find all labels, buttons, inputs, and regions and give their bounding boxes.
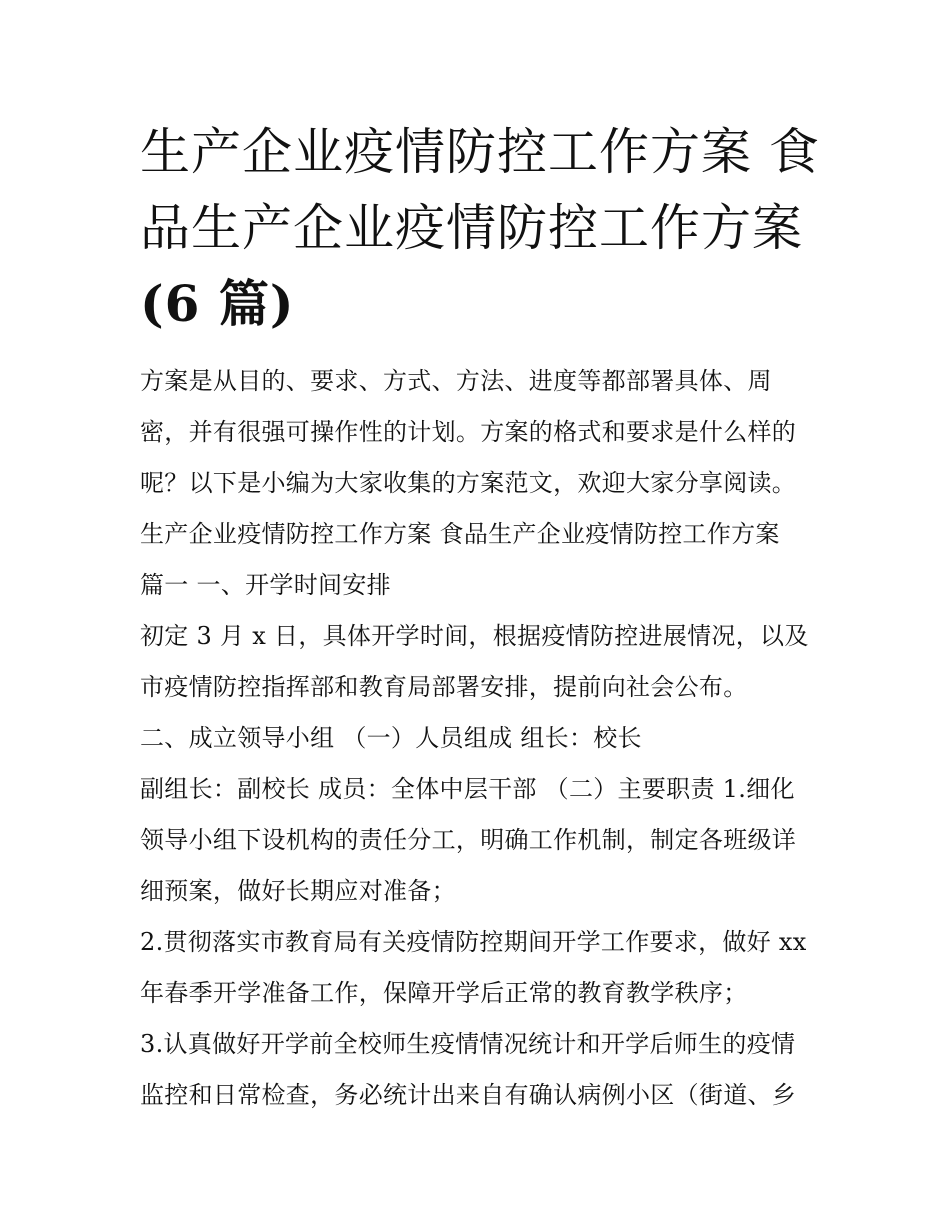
title-line: 品生产企业疫情防控工作方案	[140, 199, 803, 257]
body-line: 密，并有很强可操作性的计划。方案的格式和要求是什么样的	[140, 418, 797, 446]
body-line: 副组长：副校长 成员：全体中层干部 （二）主要职责 1.细化	[140, 775, 795, 803]
body-line: 篇一 一、开学时间安排	[140, 571, 391, 599]
title-line: (6 篇)	[140, 274, 295, 333]
title-line: 生产企业疫情防控工作方案 食	[140, 123, 820, 181]
body-line: 3.认真做好开学前全校师生疫情情况统计和开学后师生的疫情	[140, 1030, 796, 1058]
body-line: 领导小组下设机构的责任分工，明确工作机制，制定各班级详	[140, 826, 797, 854]
body-line: 呢？以下是小编为大家收集的方案范文，欢迎大家分享阅读。	[140, 469, 797, 497]
body-line: 年春季开学准备工作，保障开学后正常的教育教学秩序；	[140, 979, 748, 1007]
body-line: 2.贯彻落实市教育局有关疫情防控期间开学工作要求，做好 xx	[140, 928, 807, 956]
body-line: 生产企业疫情防控工作方案 食品生产企业疫情防控工作方案	[140, 520, 780, 548]
body-line: 细预案，做好长期应对准备；	[140, 877, 456, 905]
body-line: 初定 3 月 x 日，具体开学时间，根据疫情防控进展情况，以及	[140, 622, 809, 650]
body-line: 监控和日常检查，务必统计出来自有确认病例小区（街道、乡	[140, 1081, 797, 1109]
body-line: 二、成立领导小组 （一）人员组成 组长：校长	[140, 724, 642, 752]
document-title	[140, 114, 820, 342]
body-line: 市疫情防控指挥部和教育局部署安排，提前向社会公布。	[140, 673, 748, 701]
document-body	[140, 356, 830, 1121]
body-line: 方案是从目的、要求、方式、方法、进度等都部署具体、周	[140, 367, 772, 395]
